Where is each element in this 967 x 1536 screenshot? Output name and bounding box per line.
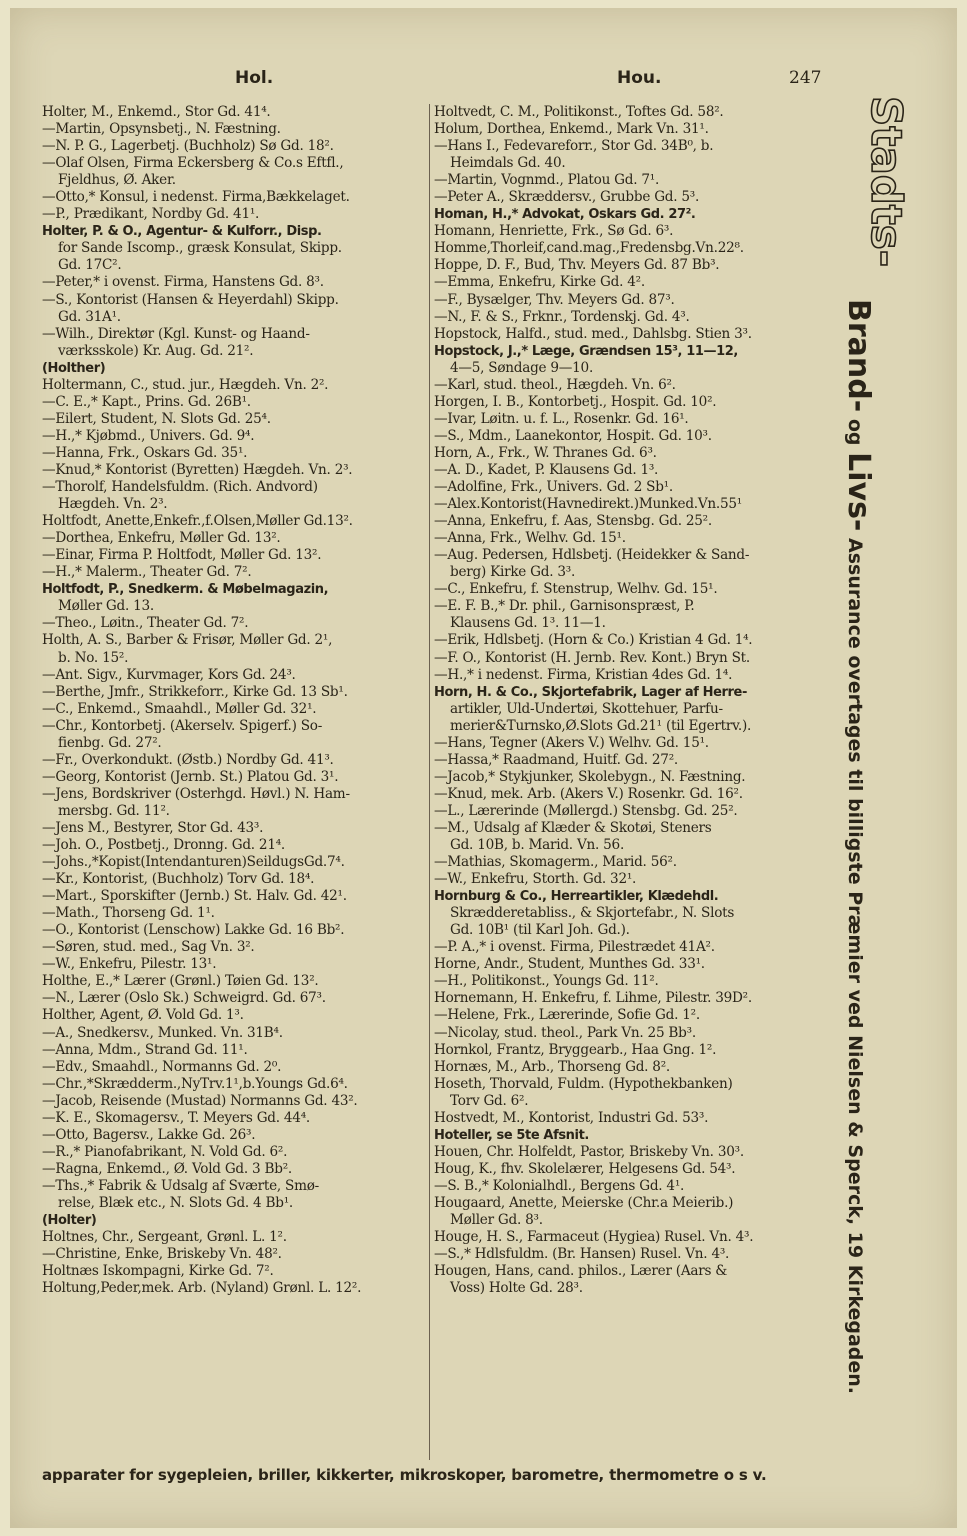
directory-entry-line: Gd. 17C². (58, 257, 122, 274)
directory-entry-line: værksskole) Kr. Aug. Gd. 21². (58, 342, 254, 359)
directory-entry-line: 4—5, Søndage 9—10. (450, 359, 594, 376)
directory-entry-line: Hopstock, J.,* Læge, Grændsen 15³, 11—12, (434, 343, 738, 359)
directory-entry-line: —H.,* Malerm., Theater Gd. 7². (42, 564, 252, 581)
directory-entry-line: Holter, M., Enkemd., Stor Gd. 41⁴. (42, 104, 271, 120)
directory-entry-line: Horne, Andr., Student, Munthes Gd. 33¹. (434, 956, 705, 973)
directory-entry-line: —Thorolf, Handelsfuldm. (Rich. Andvord) (42, 479, 318, 496)
directory-entry-line: Gd. 10B, b. Marid. Vn. 56. (450, 837, 625, 854)
directory-entry-line: Fjeldhus, Ø. Aker. (58, 172, 176, 189)
directory-entry-line: Holtfodt, P., Snedkerm. & Møbelmagazin, (42, 582, 329, 598)
page-number: 247 (789, 68, 822, 88)
directory-entry-line: —Otto, Bagersv., Lakke Gd. 26³. (42, 1126, 256, 1143)
directory-entry-line: Horgen, I. B., Kontorbetj., Hospit. Gd. 10². (434, 393, 717, 410)
directory-entry-line: —Chr.,*Skrædderm.,NyTrv.1¹,b.Youngs Gd.6⁴. (42, 1075, 348, 1092)
stadts-ad-lettering (832, 94, 911, 294)
directory-entry-line: —S.,* Hdlsfuldm. (Br. Hansen) Rusel. Vn. 4³. (434, 1246, 730, 1263)
directory-entry-line: b. No. 15². (58, 649, 129, 666)
directory-entry-line: —Adolfine, Frk., Univers. Gd. 2 Sb¹. (434, 479, 673, 496)
directory-entry-line: —Emma, Enkefru, Kirke Gd. 4². (434, 274, 645, 291)
directory-entry-line: Hoppe, D. F., Bud, Thv. Meyers Gd. 87 Bb³. (434, 257, 720, 274)
directory-entry-line: Klausens Gd. 1³. 11—1. (450, 615, 606, 632)
directory-entry-line: artikler, Uld-Undertøi, Skottehuer, Parfu- (450, 700, 723, 717)
directory-entry-line: —P., Prædikant, Nordby Gd. 41¹. (42, 206, 260, 223)
directory-entry-line: —N. P. G., Lagerbetj. (Buchholz) Sø Gd. 18². (42, 138, 334, 155)
directory-entry-line: —Mathias, Skomagerm., Marid. 56². (434, 854, 677, 871)
directory-entry-line: —C., Enkefru, f. Stenstrup, Welhv. Gd. 15¹. (434, 581, 718, 598)
directory-entry-line: —Anna, Mdm., Strand Gd. 11¹. (42, 1041, 248, 1058)
directory-entry-line: —Math., Thorseng Gd. 1¹. (42, 905, 215, 922)
directory-entry-line: —Jacob,* Stykjunker, Skolebygn., N. Fæstning. (434, 768, 746, 785)
directory-entry-line: —H.,* Kjøbmd., Univers. Gd. 9⁴. (42, 427, 255, 444)
directory-entry-line: —Knud, mek. Arb. (Akers V.) Rosenkr. Gd. 16². (434, 785, 743, 802)
directory-entry-line: Homann, Henriette, Frk., Sø Gd. 6³. (434, 223, 674, 240)
directory-entry-line: —P. A.,* i ovenst. Firma, Pilestrædet 41A². (434, 939, 715, 956)
directory-entry-line: —H., Politikonst., Youngs Gd. 11². (434, 973, 659, 990)
directory-entry-line: Horn, H. & Co., Skjortefabrik, Lager af Herre- (434, 684, 747, 700)
directory-entry-line: Houg, K., fhv. Skolelærer, Helgesens Gd. 54³. (434, 1160, 736, 1177)
directory-entry-line: —K. E., Skomagersv., T. Meyers Gd. 44⁴. (42, 1109, 310, 1126)
directory-entry-line: —Christine, Enke, Briskeby Vn. 48². (42, 1246, 282, 1263)
directory-entry-line: Møller Gd. 8³. (450, 1212, 543, 1229)
directory-entry-line: Hornemann, H. Enkefru, f. Lihme, Pilestr. 39D². (434, 990, 752, 1007)
directory-entry-line: —C. E.,* Kapt., Prins. Gd. 26B¹. (42, 393, 251, 410)
directory-entry-line: —Einar, Firma P. Holtfodt, Møller Gd. 13². (42, 547, 322, 564)
directory-entry-line: Holtvedt, C. M., Politikonst., Toftes Gd. 58². (434, 104, 724, 120)
directory-entry-line: —Anna, Enkefru, f. Aas, Stensbg. Gd. 25². (434, 513, 712, 530)
directory-entry-line: Holtnæs Iskompagni, Kirke Gd. 7². (42, 1263, 274, 1280)
directory-entry-line: Hougen, Hans, cand. philos., Lærer (Aars & (434, 1263, 728, 1280)
directory-entry-line: Holtnes, Chr., Sergeant, Grønl. L. 1². (42, 1229, 287, 1246)
directory-entry-line: Hougaard, Anette, Meierske (Chr.a Meierib.) (434, 1195, 734, 1211)
directory-entry-line: —Martin, Opsynsbetj., N. Fæstning. (42, 121, 281, 138)
directory-entry-line: relse, Blæk etc., N. Slots Gd. 4 Bb¹. (58, 1195, 293, 1211)
directory-entry-line: —N., F. & S., Frknr., Tordenskj. Gd. 4³. (434, 308, 690, 325)
directory-entry-line: —Jacob, Reisende (Mustad) Normanns Gd. 43². (42, 1092, 358, 1109)
directory-entry-line: Holthe, E.,* Lærer (Grønl.) Tøien Gd. 13². (42, 973, 319, 990)
directory-entry-line: Voss) Holte Gd. 28³. (450, 1280, 583, 1297)
directory-entry-line: —Ant. Sigv., Kurvmager, Kors Gd. 24³. (42, 666, 296, 683)
directory-entry-line: Gd. 31A¹. (58, 308, 121, 325)
directory-entry-line: Skrædderetabliss., & Skjortefabr., N. Slots (450, 905, 735, 922)
directory-entry-line: —Joh. O., Postbetj., Dronng. Gd. 21⁴. (42, 837, 285, 854)
directory-entry-line: —A., Snedkersv., Munked. Vn. 31B⁴. (42, 1024, 283, 1041)
directory-entry-line: —Ragna, Enkemd., Ø. Vold Gd. 3 Bb². (42, 1160, 292, 1177)
directory-entry-line: —Theo., Løitn., Theater Gd. 7². (42, 615, 249, 632)
sidebar-og: og (844, 418, 866, 446)
directory-entry-line: —Alex.Kontorist(Havnedirekt.)Munked.Vn.55¹ (434, 496, 742, 513)
directory-entry-line: Houge, H. S., Farmaceut (Hygiea) Rusel. Vn. 4³. (434, 1229, 754, 1246)
directory-entry-line: Hornburg & Co., Herreartikler, Klædehdl. (434, 889, 719, 905)
directory-entry-line: —Peter A., Skræddersv., Grubbe Gd. 5³. (434, 189, 700, 206)
big-letters: Stadts- (862, 96, 911, 268)
directory-entry-line: —Ths.,* Fabrik & Udsalg af Sværte, Smø- (42, 1177, 320, 1194)
sidebar-livs: Livs- (841, 452, 876, 532)
directory-entry-line: Hopstock, Halfd., stud. med., Dahlsbg. Stien 3³. (434, 325, 752, 342)
directory-entry-line: —S. B.,* Kolonialhdl., Bergens Gd. 4¹. (434, 1177, 685, 1194)
directory-entry-line: —F. O., Kontorist (H. Jernb. Rev. Kont.) Bryn St. (434, 649, 750, 666)
directory-entry-line: —O., Kontorist (Lenschow) Lakke Gd. 16 Bb². (42, 922, 345, 939)
directory-entry-line: —Nicolay, stud. theol., Park Vn. 25 Bb³. (434, 1024, 696, 1041)
directory-entry-line: Heimdals Gd. 40. (450, 155, 566, 172)
footer-ad-line: apparater for sygepleien, briller, kikkerter, mikroskoper, barometre, thermometre o s v. (42, 1466, 767, 1484)
directory-entry-line: —A. D., Kadet, P. Klausens Gd. 1³. (434, 461, 659, 478)
directory-entry-line: Hornkol, Frantz, Bryggearb., Haa Gng. 1². (434, 1041, 717, 1058)
directory-entry-line: —F., Bysælger, Thv. Meyers Gd. 87³. (434, 291, 675, 308)
directory-entry-line: Holtfodt, Anette,Enkefr.,f.Olsen,Møller Gd.13². (42, 513, 353, 530)
directory-entry-line: berg) Kirke Gd. 3³. (450, 564, 576, 581)
directory-entry-line: Holther, Agent, Ø. Vold Gd. 1³. (42, 1007, 244, 1024)
left-column (42, 104, 430, 1460)
directory-entry-line: Hoteller, se 5te Afsnit. (434, 1127, 589, 1143)
directory-entry-line: —Eilert, Student, N. Slots Gd. 25⁴. (42, 410, 271, 427)
directory-entry-line: —Karl, stud. theol., Hægdeh. Vn. 6². (434, 376, 676, 393)
directory-entry-line: —Anna, Frk., Welhv. Gd. 15¹. (434, 530, 626, 547)
directory-entry-line: —Hans I., Fedevareforr., Stor Gd. 34B⁰, b. (434, 138, 714, 155)
directory-entry-line: —Knud,* Kontorist (Byretten) Hægdeh. Vn. 2³. (42, 461, 353, 478)
directory-entry-line: —Edv., Smaahdl., Normanns Gd. 2⁰. (42, 1058, 282, 1075)
directory-entry-line: —Peter,* i ovenst. Firma, Hanstens Gd. 8³. (42, 274, 324, 291)
directory-entry-line: —E. F. B.,* Dr. phil., Garnisonspræst, P. (434, 598, 695, 615)
directory-entry-line: —Aug. Pedersen, Hdlsbetj. (Heidekker & Sand- (434, 547, 750, 564)
header-right-guideword: Hou. (617, 68, 662, 88)
directory-entry-line: —Erik, Hdlsbetj. (Horn & Co.) Kristian 4 Gd. 1⁴. (434, 632, 753, 649)
directory-entry-line: Homme,Thorleif,cand.mag.,Fredensbg.Vn.22⁸. (434, 240, 744, 257)
directory-entry-line: —Hans, Tegner (Akers V.) Welhv. Gd. 15¹. (434, 734, 709, 751)
directory-entry-line: —Johs.,*Kopist(Intendanturen)SeildugsGd.7⁴. (42, 854, 345, 871)
directory-entry-line: Møller Gd. 13. (58, 598, 154, 615)
directory-entry-line: —Mart., Sporskifter (Jernb.) St. Halv. Gd. 42¹. (42, 888, 347, 905)
directory-entry-line: Holter, P. & O., Agentur- & Kulforr., Disp. (42, 224, 322, 240)
directory-entry-line: (Holter) (42, 1213, 97, 1229)
sidebar-rest: Assurance overtages til billigste Præmier ved Nielsen & Sperck, 19 Kirkegaden. (844, 538, 866, 1395)
directory-page (10, 8, 957, 1528)
directory-entry-line: —Jens, Bordskriver (Osterhgd. Høvl.) N. Ham- (42, 785, 350, 802)
directory-entry-line: —Hassa,* Raadmand, Huitf. Gd. 27². (434, 751, 678, 768)
directory-entry-line: —Georg, Kontorist (Jernb. St.) Platou Gd. 3¹. (42, 768, 339, 785)
directory-entry-line: —Fr., Overkondukt. (Østb.) Nordby Gd. 41³. (42, 751, 334, 768)
directory-entry-line: —M., Udsalg af Klæder & Skotøi, Steners (434, 819, 712, 836)
directory-entry-line: —Kr., Kontorist, (Buchholz) Torv Gd. 18⁴. (42, 871, 315, 888)
page-header (10, 68, 957, 92)
directory-entry-line: —N., Lærer (Oslo Sk.) Schweigrd. Gd. 67³. (42, 990, 326, 1007)
directory-entry-line: —C., Enkemd., Smaahdl., Møller Gd. 32¹. (42, 700, 317, 717)
directory-entry-line: —Søren, stud. med., Sag Vn. 3². (42, 939, 255, 956)
sidebar-brand: Brand- (841, 299, 876, 413)
directory-entry-line: Holtermann, C., stud. jur., Hægdeh. Vn. 2². (42, 376, 329, 393)
directory-entry-line: —Otto,* Konsul, i nedenst. Firma,Bækkelaget. (42, 189, 350, 206)
directory-entry-line: —Hanna, Frk., Oskars Gd. 35¹. (42, 444, 248, 461)
directory-entry-line: —Martin, Vognmd., Platou Gd. 7¹. (434, 172, 660, 189)
directory-entry-line: merier&Turnsko,Ø.Slots Gd.21¹ (til Egertrv.). (450, 717, 752, 734)
sidebar-vertical-text (841, 299, 876, 1394)
directory-entry-line: —S., Kontorist (Hansen & Heyerdahl) Skipp. (42, 291, 339, 308)
directory-entry-line: mersbg. Gd. 11². (58, 802, 170, 819)
header-left-guideword: Hol. (235, 68, 274, 88)
directory-entry-line: —Berthe, Jmfr., Strikkeforr., Kirke Gd. 13 Sb¹. (42, 683, 348, 700)
directory-entry-line: for Sande Iscomp., græsk Konsulat, Skipp. (58, 240, 342, 257)
directory-entry-line: —W., Enkefru, Storth. Gd. 32¹. (434, 871, 637, 888)
directory-entry-line: —R.,* Pianofabrikant, N. Vold Gd. 6². (42, 1143, 288, 1160)
directory-entry-line: —H.,* i nedenst. Firma, Kristian 4des Gd. 1⁴. (434, 666, 733, 683)
directory-entry-line: —Ivar, Løitn. u. f. L., Rosenkr. Gd. 16¹. (434, 410, 689, 427)
directory-entry-line: Houen, Chr. Holfeldt, Pastor, Briskeby Vn. 30³. (434, 1143, 744, 1160)
directory-entry-line: —Helene, Frk., Lærerinde, Sofie Gd. 1². (434, 1007, 700, 1024)
directory-entry-line: (Holther) (42, 360, 106, 376)
directory-entry-line: Hostvedt, M., Kontorist, Industri Gd. 53³. (434, 1109, 709, 1126)
directory-entry-line: —L., Lærerinde (Møllergd.) Stensbg. Gd. 25². (434, 802, 738, 819)
directory-entry-line: Hægdeh. Vn. 2³. (58, 496, 168, 513)
directory-entry-line: Horn, A., Frk., W. Thranes Gd. 6³. (434, 444, 657, 461)
directory-entry-line: Holum, Dorthea, Enkemd., Mark Vn. 31¹. (434, 121, 709, 138)
directory-entry-line: fienbg. Gd. 27². (58, 734, 162, 751)
column-divider (429, 104, 430, 1460)
directory-entry-line: —Chr., Kontorbetj. (Akerselv. Spigerf.) So- (42, 717, 323, 734)
right-column (434, 104, 828, 1460)
directory-entry-line: Hoseth, Thorvald, Fuldm. (Hypothekbanken) (434, 1075, 733, 1092)
directory-entry-line: —Wilh., Direktør (Kgl. Kunst- og Haand- (42, 325, 310, 342)
directory-entry-line: Homan, H.,* Advokat, Oskars Gd. 27². (434, 207, 696, 223)
directory-entry-line: Holth, A. S., Barber & Frisør, Møller Gd. 2¹, (42, 632, 333, 649)
directory-entry-line: Hornæs, M., Arb., Thorseng Gd. 8². (434, 1058, 670, 1075)
directory-entry-line: —Olaf Olsen, Firma Eckersberg & Co.s Eftfl., (42, 155, 344, 172)
advertisement-sidebar (832, 94, 911, 1454)
directory-entry-line: —W., Enkefru, Pilestr. 13¹. (42, 956, 217, 973)
directory-entry-line: Holtung,Peder,mek. Arb. (Nyland) Grønl. L. 12². (42, 1280, 362, 1297)
directory-entry-line: —S., Mdm., Laanekontor, Hospit. Gd. 10³. (434, 427, 712, 444)
directory-entry-line: —Dorthea, Enkefru, Møller Gd. 13². (42, 530, 281, 547)
directory-entry-line: Gd. 10B¹ (til Karl Joh. Gd.). (450, 922, 630, 939)
directory-entry-line: Torv Gd. 6². (450, 1092, 529, 1109)
directory-entry-line: —Jens M., Bestyrer, Stor Gd. 43³. (42, 819, 264, 836)
